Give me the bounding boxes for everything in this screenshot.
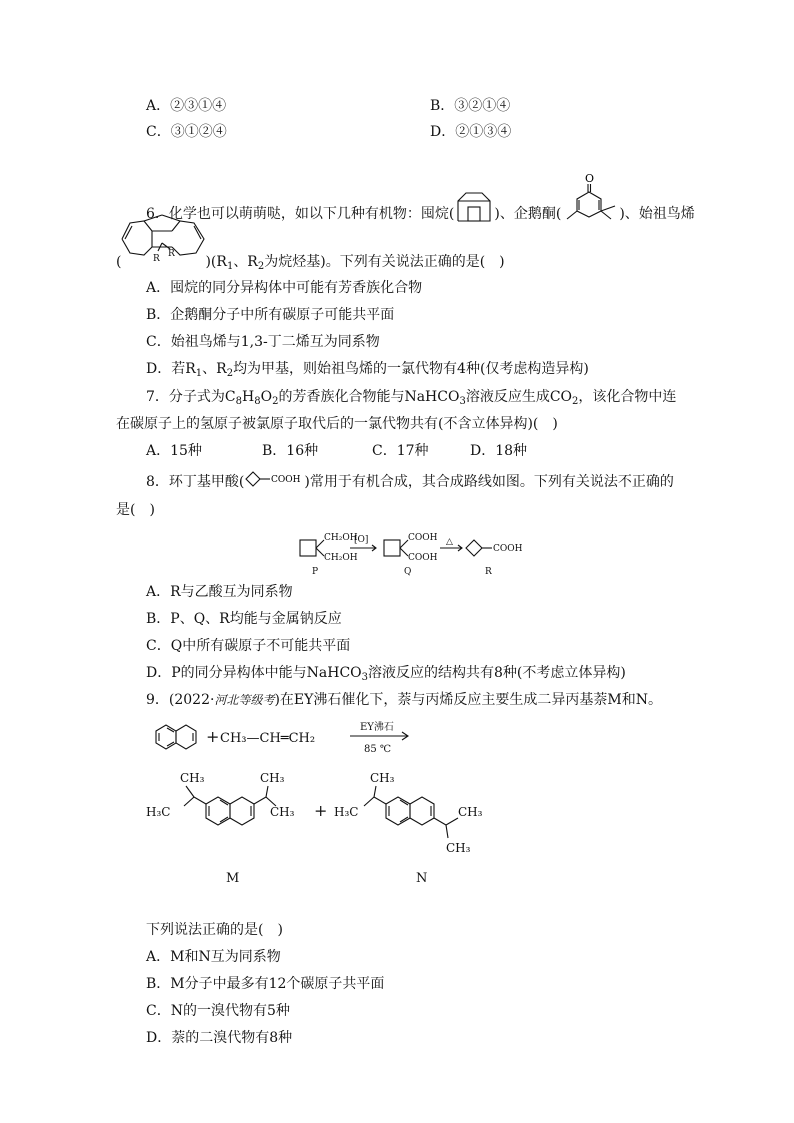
p-sub1: CH₂OH xyxy=(324,533,358,543)
q6-stem-d: )(R xyxy=(205,254,227,270)
temperature-label: 85 ℃ xyxy=(364,744,392,755)
q9-stem xyxy=(146,690,662,710)
q6-d-sub2: 2 xyxy=(226,368,234,379)
q8-synthesis-scheme xyxy=(296,528,536,580)
q8-d-b: 溶液反应的结构共有8种(不考虑立体异构) xyxy=(368,665,626,681)
q6-sub2: 2 xyxy=(257,261,265,272)
q6-stem-c: )、始祖鸟烯 xyxy=(619,206,695,222)
p-sub2: CH₂OH xyxy=(324,553,358,563)
label-p: P xyxy=(312,567,319,576)
q6-d-a: D．若R xyxy=(146,361,196,377)
q7-a: 7．分子式为C xyxy=(146,389,236,405)
arrow1-label: [O] xyxy=(354,535,369,545)
q9-option-d[interactable]: D．萘的二溴代物有8种 xyxy=(146,1030,293,1046)
q6-stem-d3: 为烷烃基)。下列有关说法正确的是( ) xyxy=(264,254,505,270)
q7-option-c[interactable]: C．17种 xyxy=(372,443,429,459)
q8-option-c[interactable]: C．Q中所有碳原子不可能共平面 xyxy=(146,638,351,654)
q9-prompt: 下列说法正确的是( ) xyxy=(146,922,283,938)
q8-option-a[interactable]: A．R与乙酸互为同系物 xyxy=(146,584,293,600)
q8-b: )常用于有机合成，其合成路线如图。下列有关说法不正确的 xyxy=(304,474,674,490)
q6-stem xyxy=(146,172,695,240)
q7-b: H xyxy=(242,389,255,405)
q7-s8b: 8 xyxy=(254,396,261,407)
propene-formula: CH₃—CH═CH₂ xyxy=(220,731,316,746)
q9-products xyxy=(144,758,504,890)
ketone-oxygen: O xyxy=(585,172,595,185)
label-r: R xyxy=(485,567,492,576)
m-h3c-left: H₃C xyxy=(146,805,171,819)
r2-label: R xyxy=(168,249,175,259)
q8-stem-line1 xyxy=(146,472,674,492)
q9-option-a[interactable]: A．M和N互为同系物 xyxy=(146,949,281,965)
tunane-structure xyxy=(454,191,494,225)
q7-e: 溶液反应生成CO xyxy=(465,389,573,405)
m-ch3-top-right: CH₃ xyxy=(260,771,285,785)
q7-stem-line1 xyxy=(146,387,676,407)
r-sub: COOH xyxy=(493,544,523,554)
q7-option-b[interactable]: B．16种 xyxy=(262,443,319,459)
q8-stem-line2: 是( ) xyxy=(116,502,155,518)
q6-open-paren: ( xyxy=(116,254,122,270)
q6-d-c: 均为甲基，则始祖鸟烯的一氯代物有4种(仅考虑构造异构) xyxy=(233,361,589,377)
q7-option-a[interactable]: A．15种 xyxy=(146,443,202,459)
r1-label: R xyxy=(153,254,160,263)
q7-s2b: 2 xyxy=(572,396,579,407)
q9-a: 9．(2022· xyxy=(146,692,215,708)
m-ch3-top-left: CH₃ xyxy=(180,771,205,785)
q6-option-c[interactable]: C．始祖鸟烯与1,3-丁二烯互为同系物 xyxy=(146,334,380,350)
prev-option-d[interactable]: D．②①③④ xyxy=(430,124,512,140)
q9-option-b[interactable]: B．M分子中最多有12个碳原子共平面 xyxy=(146,976,385,992)
q8-a: 8．环丁基甲酸( xyxy=(146,474,245,490)
q6-stem-line2 xyxy=(116,252,505,272)
label-q: Q xyxy=(404,567,412,576)
n-ch3-top: CH₃ xyxy=(370,771,395,785)
q6-d-b: 、R xyxy=(202,361,227,377)
q7-stem-line2: 在碳原子上的氢原子被氯原子取代后的一氯代物共有(不含立体异构)( ) xyxy=(116,416,558,432)
n-ch3-right: CH₃ xyxy=(458,805,483,819)
q9-source: 河北等级考 xyxy=(214,693,275,707)
products-plus: + xyxy=(314,801,328,820)
q6-sub1: 1 xyxy=(226,261,234,272)
q7-c: O xyxy=(260,389,273,405)
q6-option-d[interactable] xyxy=(146,359,589,379)
q8-option-b[interactable]: B．P、Q、R均能与金属钠反应 xyxy=(146,611,342,627)
q6-stem-b: )、企鹅酮( xyxy=(494,206,562,222)
prev-option-a[interactable]: A．②③①④ xyxy=(146,98,227,114)
q9-reaction-equation xyxy=(150,716,420,764)
q6-stem-a: 6．化学也可以萌萌哒，如以下几种有机物：囤烷( xyxy=(146,206,455,222)
q7-s3: 3 xyxy=(459,396,466,407)
q-sub2: COOH xyxy=(408,553,438,563)
q9-b: )在EY沸石催化下，萘与丙烯反应主要生成二异丙基萘M和N。 xyxy=(274,692,662,708)
q6-stem-d2: 、R xyxy=(233,254,258,270)
cyclobutanecarboxylic-acid-structure xyxy=(244,470,304,488)
q-sub1: COOH xyxy=(408,533,438,543)
reaction-plus: + xyxy=(206,727,220,746)
q7-s2a: 2 xyxy=(272,396,279,407)
q8-option-d[interactable] xyxy=(146,663,626,683)
q7-d: 的芳香族化合物能与NaHCO xyxy=(278,389,460,405)
arrow2-label: △ xyxy=(446,537,453,547)
penguinone-structure xyxy=(561,172,619,224)
q9-option-c[interactable]: C．N的一溴代物有5种 xyxy=(146,1003,290,1019)
prev-option-b[interactable]: B．③②①④ xyxy=(430,98,511,114)
catalyst-label: EY沸石 xyxy=(360,722,394,733)
q7-s8a: 8 xyxy=(235,396,242,407)
q8-inline-cooh: COOH xyxy=(271,475,301,485)
prev-option-c[interactable]: C．③①②④ xyxy=(146,124,227,140)
n-ch3-bottom: CH₃ xyxy=(446,841,471,855)
label-m: M xyxy=(226,871,240,886)
q7-option-d[interactable]: D．18种 xyxy=(470,443,528,459)
q8-d-sub: 3 xyxy=(361,672,369,683)
q8-d-a: D．P的同分异构体中能与NaHCO xyxy=(146,665,362,681)
n-h3c-left: H₃C xyxy=(334,805,359,819)
m-ch3-right: CH₃ xyxy=(270,805,295,819)
q6-option-a[interactable]: A．囤烷的同分异构体中可能有芳香族化合物 xyxy=(146,280,423,296)
q6-option-b[interactable]: B．企鹅酮分子中所有碳原子可能共平面 xyxy=(146,307,395,323)
q7-f: ，该化合物中连 xyxy=(578,389,677,405)
label-n: N xyxy=(416,871,428,886)
q6-d-sub1: 1 xyxy=(195,368,203,379)
